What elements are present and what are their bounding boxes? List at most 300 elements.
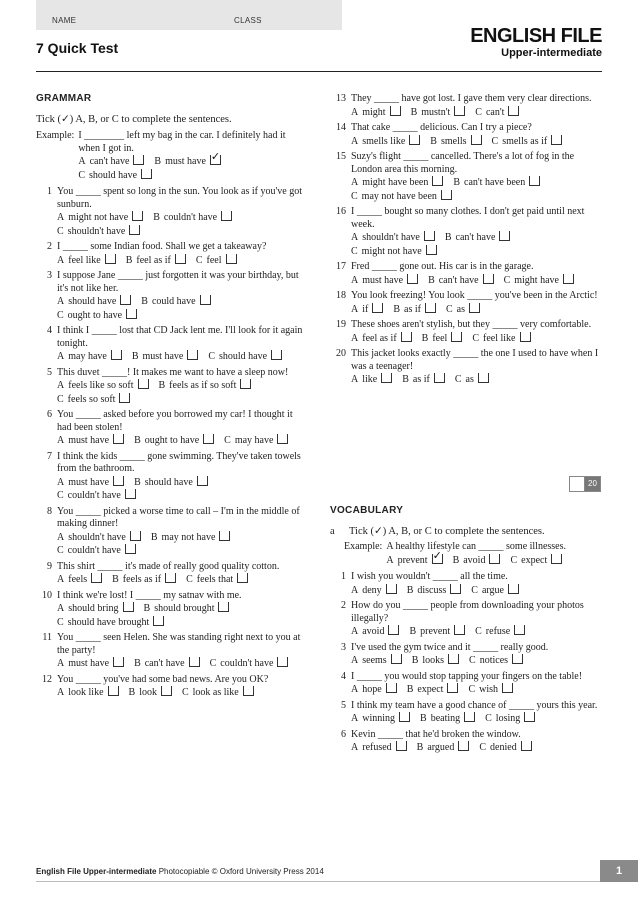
answer-option xyxy=(57,686,119,700)
answer-option xyxy=(417,741,470,755)
tick-box[interactable] xyxy=(200,295,211,305)
vocabulary-heading: VOCABULARY xyxy=(330,505,404,516)
option-letter: B xyxy=(406,684,414,695)
tick-box[interactable] xyxy=(129,225,140,235)
question-item xyxy=(330,700,602,726)
option-letter: A xyxy=(351,584,359,596)
answer-options xyxy=(57,573,306,587)
option-text: feels so soft xyxy=(67,393,116,405)
answer-option xyxy=(469,654,523,668)
option-text: seems xyxy=(362,655,387,666)
tick-box[interactable] xyxy=(471,135,482,145)
tick-box[interactable] xyxy=(425,303,436,313)
option-text: ought to have xyxy=(67,309,123,321)
tick-box[interactable] xyxy=(277,434,288,444)
question-item xyxy=(330,571,602,597)
option-text: can't have xyxy=(438,274,479,286)
option-letter: B xyxy=(406,584,414,596)
answer-option xyxy=(57,544,136,558)
question-item xyxy=(330,348,602,387)
option-letter: B xyxy=(393,303,401,315)
option-letter: C xyxy=(351,190,358,202)
answer-option xyxy=(453,176,540,190)
tick-box[interactable] xyxy=(399,712,410,722)
answer-option xyxy=(196,254,237,268)
tick-box[interactable] xyxy=(386,584,397,594)
answer-option xyxy=(393,303,436,317)
tick-box[interactable] xyxy=(514,625,525,635)
question-text: This shirt _____ it's made of really good quality cotton. xyxy=(57,560,280,572)
question-text: You look freezing! You look _____ you've been in the Arctic! xyxy=(351,290,598,301)
question-number: 4 xyxy=(341,670,346,682)
tick-box[interactable] xyxy=(381,373,392,383)
tick-box[interactable] xyxy=(424,231,435,241)
option-text: must have xyxy=(165,156,206,167)
tick-box[interactable] xyxy=(271,350,282,360)
answer-option xyxy=(134,657,200,671)
vocabulary-section xyxy=(330,505,602,758)
grammar-question-list xyxy=(36,186,306,700)
score-total: 20 xyxy=(585,477,600,491)
option-text: shouldn't have xyxy=(362,232,420,243)
answer-option xyxy=(351,683,397,697)
option-text: feels xyxy=(68,574,88,585)
tick-box[interactable] xyxy=(165,573,176,583)
option-letter: B xyxy=(402,374,409,385)
option-text: look like xyxy=(68,687,104,698)
answer-options xyxy=(351,303,602,317)
answer-option xyxy=(504,274,574,288)
tick-box[interactable] xyxy=(105,254,116,264)
tick-box[interactable] xyxy=(390,106,401,116)
tick-box[interactable] xyxy=(441,190,452,200)
name-class-bar xyxy=(36,0,342,30)
tick-box[interactable] xyxy=(125,544,136,554)
option-text: if xyxy=(362,303,369,315)
answer-option xyxy=(351,625,399,639)
tick-box[interactable] xyxy=(218,602,229,612)
option-letter: C xyxy=(57,309,64,321)
question-item xyxy=(330,671,602,697)
answer-option xyxy=(132,350,199,364)
option-letter: A xyxy=(57,476,65,488)
answer-option xyxy=(144,602,230,616)
option-text: must have xyxy=(68,476,110,488)
answer-option xyxy=(57,225,140,239)
question-text: I _____ you would stop tapping your fingers on the table! xyxy=(351,670,583,682)
tick-box[interactable] xyxy=(132,211,143,221)
tick-box[interactable] xyxy=(454,625,465,635)
tick-box[interactable] xyxy=(91,573,102,583)
option-letter: A xyxy=(351,374,359,385)
tick-box[interactable] xyxy=(388,625,399,635)
answer-option xyxy=(57,434,124,448)
answer-option xyxy=(386,554,442,568)
answer-option xyxy=(126,254,186,268)
tick-box[interactable] xyxy=(521,741,532,751)
question-text: Fred _____ gone out. His car is in the garage. xyxy=(351,261,534,272)
option-letter: C xyxy=(57,393,64,405)
option-letter: C xyxy=(186,574,193,585)
option-text: notices xyxy=(479,655,509,666)
option-letter: C xyxy=(195,254,203,266)
answer-option xyxy=(57,531,141,545)
score-entry[interactable] xyxy=(570,477,585,491)
answer-options xyxy=(351,332,602,346)
answer-options xyxy=(57,476,306,503)
answer-option xyxy=(453,554,501,568)
tick-box[interactable] xyxy=(111,350,122,360)
answer-option xyxy=(351,373,392,387)
option-letter: B xyxy=(411,655,419,666)
name-label: NAME xyxy=(52,16,77,25)
tick-box[interactable] xyxy=(426,245,437,255)
brand-level: Upper-intermediate xyxy=(501,47,602,59)
page-number: 1 xyxy=(600,860,638,882)
option-text: beating xyxy=(430,713,461,724)
footer-copyright: Photocopiable © Oxford University Press 2014 xyxy=(156,867,324,876)
tick-box[interactable] xyxy=(448,654,459,664)
vocabulary-instruction: Tick (✓) A, B, or C to complete the sentences. xyxy=(349,525,545,537)
answer-option xyxy=(485,712,535,726)
option-letter: C xyxy=(78,169,85,181)
option-text: argued xyxy=(427,742,455,753)
option-letter: C xyxy=(475,626,482,637)
question-text: I think we're lost! I _____ my satnav with me. xyxy=(57,589,242,601)
question-text: You _____ spent so long in the sun. You look as if you've got sunburn. xyxy=(57,186,302,210)
answer-option xyxy=(351,245,437,259)
tick-box[interactable] xyxy=(197,476,208,486)
option-letter: B xyxy=(125,254,133,266)
option-text: mustn't xyxy=(421,106,451,118)
answer-option xyxy=(446,303,480,317)
grammar-score-box xyxy=(569,476,601,492)
answer-option xyxy=(129,686,172,700)
question-number: 11 xyxy=(42,632,52,643)
answer-options xyxy=(57,686,306,700)
tick-box[interactable] xyxy=(221,211,232,221)
tick-box-checked[interactable] xyxy=(432,554,443,564)
tick-box[interactable] xyxy=(243,686,254,696)
header-rule xyxy=(36,71,602,72)
tick-box[interactable] xyxy=(499,231,510,241)
option-letter: B xyxy=(409,626,417,637)
option-text: expect xyxy=(417,684,444,695)
question-item xyxy=(36,270,306,322)
option-letter: B xyxy=(452,554,460,566)
question-text: How do you _____ people from downloading your photos illegally? xyxy=(351,600,584,624)
tick-box[interactable] xyxy=(464,712,475,722)
grammar-question-list-right xyxy=(330,93,602,387)
answer-option xyxy=(351,106,401,120)
option-letter: B xyxy=(428,274,435,286)
option-letter: B xyxy=(453,177,460,188)
answer-option xyxy=(182,686,254,700)
option-letter: A xyxy=(351,655,359,666)
tick-box[interactable] xyxy=(434,373,445,383)
option-text: as xyxy=(456,303,465,315)
answer-option xyxy=(411,106,466,120)
answer-option xyxy=(208,350,282,364)
tick-box[interactable] xyxy=(141,169,152,179)
option-text: feel as if xyxy=(136,254,171,266)
tick-box[interactable] xyxy=(401,332,412,342)
vocab-example-text: A healthy lifestyle can _____ some illnesses. xyxy=(386,541,567,552)
answer-option xyxy=(210,657,289,671)
tick-box[interactable] xyxy=(226,254,237,264)
question-number: 1 xyxy=(47,186,52,197)
option-letter: A xyxy=(57,351,65,362)
option-letter: C xyxy=(475,106,482,118)
question-number: 3 xyxy=(341,641,346,653)
tick-box[interactable] xyxy=(396,741,407,751)
tick-box[interactable] xyxy=(447,683,458,693)
answer-option xyxy=(134,434,214,448)
option-letter: A xyxy=(351,332,359,344)
grammar-instruction: Tick (✓) A, B, or C to complete the sentences. xyxy=(36,113,232,125)
question-number: 20 xyxy=(336,348,346,359)
answer-option xyxy=(159,379,252,393)
tick-box[interactable] xyxy=(219,531,230,541)
answer-option xyxy=(57,295,131,309)
answer-options xyxy=(351,584,602,598)
option-text: like xyxy=(362,374,378,385)
vocabulary-example xyxy=(330,541,602,567)
grammar-left-column xyxy=(36,93,306,703)
question-item xyxy=(36,325,306,364)
tick-box[interactable] xyxy=(451,332,462,342)
tick-box[interactable] xyxy=(175,254,186,264)
tick-box[interactable] xyxy=(187,350,198,360)
answer-options xyxy=(351,135,602,149)
question-number: 16 xyxy=(336,206,346,217)
answer-option xyxy=(351,741,407,755)
option-letter: A xyxy=(57,296,65,307)
question-text: I _____ some Indian food. Shall we get a takeaway? xyxy=(57,241,267,252)
answer-option xyxy=(412,654,459,668)
question-item xyxy=(330,206,602,258)
tick-box[interactable] xyxy=(432,176,443,186)
answer-options xyxy=(351,274,602,288)
option-letter: B xyxy=(134,658,141,669)
tick-box[interactable] xyxy=(189,657,200,667)
option-letter: C xyxy=(57,616,64,628)
option-letter: C xyxy=(351,245,358,257)
answer-option xyxy=(134,476,208,490)
question-number: 15 xyxy=(336,151,346,162)
answer-option xyxy=(57,309,137,323)
tick-box[interactable] xyxy=(108,686,119,696)
tick-box[interactable] xyxy=(508,584,519,594)
question-item xyxy=(36,451,306,503)
tick-box[interactable] xyxy=(119,393,130,403)
option-text: should have xyxy=(219,351,268,362)
tick-box[interactable] xyxy=(113,657,124,667)
question-number: 17 xyxy=(336,261,346,272)
answer-options xyxy=(351,683,602,697)
question-number: 10 xyxy=(42,589,52,601)
tick-box[interactable] xyxy=(508,106,519,116)
tick-box[interactable] xyxy=(529,176,540,186)
answer-options xyxy=(351,106,602,120)
answer-option xyxy=(402,373,445,387)
question-item xyxy=(36,590,306,630)
tick-box[interactable] xyxy=(502,683,513,693)
option-text: may have xyxy=(68,351,107,362)
question-text: I wish you wouldn't _____ all the time. xyxy=(351,571,508,582)
question-number: 5 xyxy=(341,699,346,711)
tick-box[interactable] xyxy=(450,584,461,594)
option-text: looks xyxy=(422,655,445,666)
footer-book: English File Upper-intermediate xyxy=(36,867,157,876)
tick-box[interactable] xyxy=(138,379,149,389)
option-letter: A xyxy=(351,106,359,118)
option-text: feel like xyxy=(68,254,101,266)
option-letter: B xyxy=(131,351,139,362)
answer-option xyxy=(57,254,116,268)
tick-box[interactable] xyxy=(454,106,465,116)
tick-box[interactable] xyxy=(130,531,141,541)
answer-options xyxy=(386,554,602,568)
tick-box[interactable] xyxy=(458,741,469,751)
option-letter: C xyxy=(181,687,189,698)
option-text: might xyxy=(362,106,386,118)
answer-option xyxy=(351,135,420,149)
tick-box[interactable] xyxy=(489,554,500,564)
tick-box[interactable] xyxy=(203,434,214,444)
option-text: look xyxy=(139,687,157,698)
question-number: 14 xyxy=(336,122,346,133)
answer-option xyxy=(455,373,489,387)
option-text: winning xyxy=(362,713,396,724)
answer-option xyxy=(351,712,410,726)
answer-option xyxy=(186,573,248,587)
question-item xyxy=(36,367,306,407)
option-text: couldn't have xyxy=(163,212,218,223)
option-letter: B xyxy=(143,603,151,614)
tick-box[interactable] xyxy=(277,657,288,667)
tick-box[interactable] xyxy=(551,135,562,145)
answer-option xyxy=(154,155,221,169)
answer-option xyxy=(422,332,463,346)
option-text: should have xyxy=(144,476,193,488)
answer-options xyxy=(57,254,306,268)
answer-options xyxy=(351,231,602,258)
tick-box[interactable] xyxy=(123,602,134,612)
answer-options xyxy=(351,176,602,203)
option-text: couldn't have xyxy=(220,658,274,669)
option-text: must have xyxy=(362,274,404,286)
tick-box[interactable] xyxy=(133,155,144,165)
option-letter: B xyxy=(420,713,427,724)
answer-options xyxy=(57,350,306,364)
tick-box[interactable] xyxy=(551,554,562,564)
tick-box[interactable] xyxy=(372,303,383,313)
option-letter: A xyxy=(57,380,65,391)
option-text: ought to have xyxy=(144,435,200,446)
option-letter: A xyxy=(351,303,359,315)
tick-box[interactable] xyxy=(524,712,535,722)
option-text: should bring xyxy=(68,603,119,614)
option-text: feel xyxy=(206,254,222,266)
tick-box[interactable] xyxy=(153,616,164,626)
answer-options xyxy=(351,625,602,639)
option-letter: A xyxy=(57,212,65,223)
answer-option xyxy=(471,584,519,598)
tick-box[interactable] xyxy=(161,686,172,696)
tick-box[interactable] xyxy=(386,683,397,693)
option-text: denied xyxy=(490,742,517,753)
tick-box-checked[interactable] xyxy=(210,155,221,165)
tick-box[interactable] xyxy=(126,309,137,319)
option-text: should have xyxy=(89,169,138,181)
option-text: may have xyxy=(234,435,274,446)
tick-box[interactable] xyxy=(563,274,574,284)
question-item xyxy=(330,729,602,755)
option-letter: B xyxy=(154,156,162,167)
answer-option xyxy=(510,554,562,568)
tick-box[interactable] xyxy=(520,332,531,342)
tick-box[interactable] xyxy=(512,654,523,664)
option-text: should have brought xyxy=(67,616,150,628)
question-item xyxy=(330,122,602,148)
tick-box[interactable] xyxy=(409,135,420,145)
question-item xyxy=(330,93,602,119)
option-letter: C xyxy=(454,374,462,385)
tick-box[interactable] xyxy=(113,434,124,444)
tick-box[interactable] xyxy=(391,654,402,664)
question-text: Kevin _____ that he'd broken the window. xyxy=(351,728,521,740)
tick-box[interactable] xyxy=(113,476,124,486)
question-number: 1 xyxy=(341,571,346,582)
option-letter: B xyxy=(153,212,160,223)
answer-option xyxy=(351,584,397,598)
answer-option xyxy=(420,712,475,726)
answer-options xyxy=(351,741,602,755)
option-text: feel like xyxy=(483,332,516,344)
tick-box[interactable] xyxy=(240,379,251,389)
tick-box[interactable] xyxy=(125,489,136,499)
answer-option xyxy=(57,573,102,587)
tick-box[interactable] xyxy=(478,373,489,383)
option-letter: A xyxy=(351,742,359,753)
tick-box[interactable] xyxy=(483,274,494,284)
question-number: 8 xyxy=(47,505,52,517)
option-text: refused xyxy=(362,742,392,753)
option-text: feels that xyxy=(196,574,234,585)
tick-box[interactable] xyxy=(237,573,248,583)
grammar-heading: GRAMMAR xyxy=(36,93,92,104)
tick-box[interactable] xyxy=(407,274,418,284)
option-letter: C xyxy=(469,655,476,666)
option-letter: B xyxy=(112,574,119,585)
option-text: avoid xyxy=(362,626,385,637)
option-text: look as like xyxy=(192,687,239,698)
answer-option xyxy=(492,135,563,149)
option-text: refuse xyxy=(485,626,511,637)
question-text: You _____ picked a worse time to call – I'm in the middle of making dinner! xyxy=(57,505,300,529)
option-text: as xyxy=(465,374,474,385)
option-letter: A xyxy=(351,626,359,637)
option-letter: A xyxy=(351,232,359,243)
tick-box[interactable] xyxy=(120,295,131,305)
answer-options xyxy=(57,295,306,322)
answer-option xyxy=(153,211,232,225)
option-text: feel as if xyxy=(362,332,397,344)
question-number: 3 xyxy=(47,270,52,281)
answer-option xyxy=(475,106,519,120)
tick-box[interactable] xyxy=(469,303,480,313)
